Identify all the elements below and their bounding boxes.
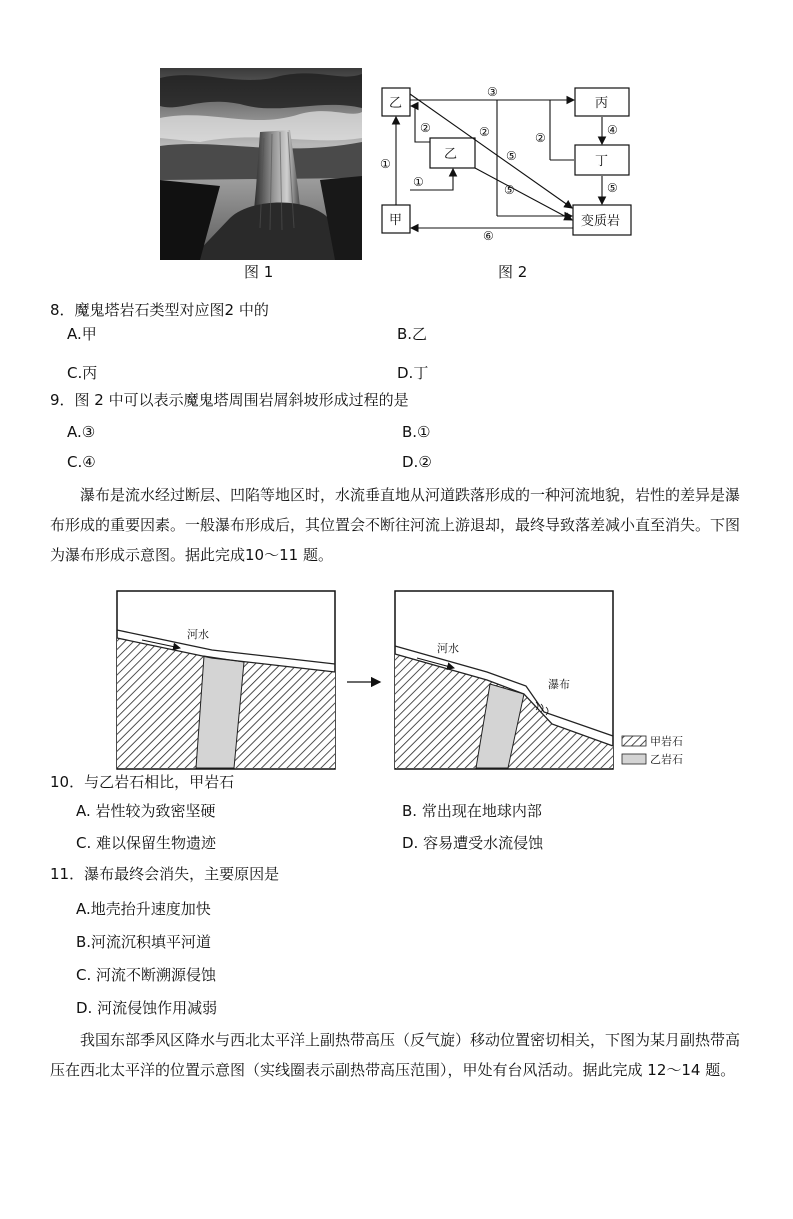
q10-option-c: C. 难以保留生物遗迹: [76, 834, 217, 852]
label-jia: 甲: [389, 213, 403, 228]
label-yi-top: 乙: [389, 96, 403, 111]
waterfall-label: 瀑布: [548, 678, 570, 691]
arrow-5-yi-to-metamorphic: [410, 94, 572, 208]
q9-option-a: A.③: [67, 423, 96, 441]
panel-after: [395, 591, 613, 769]
legend-label-yi: 乙岩石: [650, 753, 683, 766]
label-bing: 丙: [595, 96, 609, 111]
label-metamorphic: 变质岩: [581, 214, 621, 229]
q8-stem: 8．魔鬼塔岩石类型对应图2 中的: [50, 301, 269, 319]
label-ding: 丁: [595, 154, 609, 169]
figure-1-photo: [160, 68, 362, 260]
waterfall-diagram: [112, 586, 702, 771]
legend-swatch-jia: [622, 736, 646, 746]
q10-option-a: A. 岩性较为致密坚硬: [76, 802, 216, 820]
passage-waterfall: 瀑布是流水经过断层、凹陷等地区时，水流垂直地从河道跌落形成的一种河流地貌，岩性的差异是瀑布形成的重要因素。一般瀑布形成后，其位置会不断往河流上游退却，最终导致落差减小直至消失。下图为瀑布形成示意图。据此完成10～11 题。: [50, 486, 741, 564]
passage-subtropical-high: 我国东部季风区降水与西北太平洋上副热带高压（反气旋）移动位置密切相关，下图为某月副热带高压在西北太平洋的位置示意图（实线圈表示副热带高压范围），甲处有台风活动。据此完成 12～14 题。: [50, 1031, 741, 1079]
q8-option-a: A.甲: [67, 325, 97, 343]
q11-stem: 11．瀑布最终会消失，主要原因是: [50, 865, 280, 883]
figure-2-rock-cycle: [375, 80, 645, 250]
legend-swatch-yi: [622, 754, 646, 764]
q8-option-b: B.乙: [397, 325, 428, 343]
q9-option-d: D.②: [402, 453, 432, 471]
q10-option-d: D. 容易遭受水流侵蚀: [402, 834, 544, 852]
label-yi-mid: 乙: [444, 147, 458, 162]
num-2c: ②: [535, 131, 546, 145]
q8-option-c: C.丙: [67, 364, 98, 382]
num-2a: ②: [420, 121, 431, 135]
q10-stem: 10．与乙岩石相比，甲岩石: [50, 773, 235, 791]
num-5b: ⑤: [506, 149, 517, 163]
q11-option-d: D. 河流侵蚀作用减弱: [76, 999, 218, 1017]
q9-stem: 9．图 2 中可以表示魔鬼塔周围岩屑斜坡形成过程的是: [50, 391, 409, 409]
legend: [622, 734, 683, 766]
legend-label-jia: 甲岩石: [650, 735, 683, 748]
river-label-left: 河水: [187, 628, 209, 641]
num-3: ③: [487, 85, 498, 99]
num-4: ④: [607, 123, 618, 137]
q9-option-b: B.①: [402, 423, 431, 441]
figure-2-caption: 图 2: [498, 263, 528, 281]
river-label-right: 河水: [437, 642, 459, 655]
q9-option-c: C.④: [67, 453, 96, 471]
num-5a: ⑤: [607, 181, 618, 195]
num-6: ⑥: [483, 229, 494, 243]
devils-tower-photo: [160, 68, 362, 260]
rock-cycle-diagram: [375, 80, 645, 250]
num-5c: ⑤: [504, 183, 515, 197]
q11-option-c: C. 河流不断溯源侵蚀: [76, 966, 217, 984]
q11-option-b: B.河流沉积填平河道: [76, 933, 212, 951]
num-1b: ①: [413, 175, 424, 189]
q10-option-b: B. 常出现在地球内部: [402, 802, 542, 820]
waterfall-formation-diagram: [112, 586, 702, 771]
q11-option-a: A.地壳抬升速度加快: [76, 900, 211, 918]
figure-1-caption: 图 1: [244, 263, 274, 281]
num-2b: ②: [479, 125, 490, 139]
panel-before: [117, 591, 335, 769]
arrow-5-yi-mid-to-metamorphic: [475, 168, 572, 220]
q8-option-d: D.丁: [397, 364, 429, 382]
num-1a: ①: [380, 157, 391, 171]
